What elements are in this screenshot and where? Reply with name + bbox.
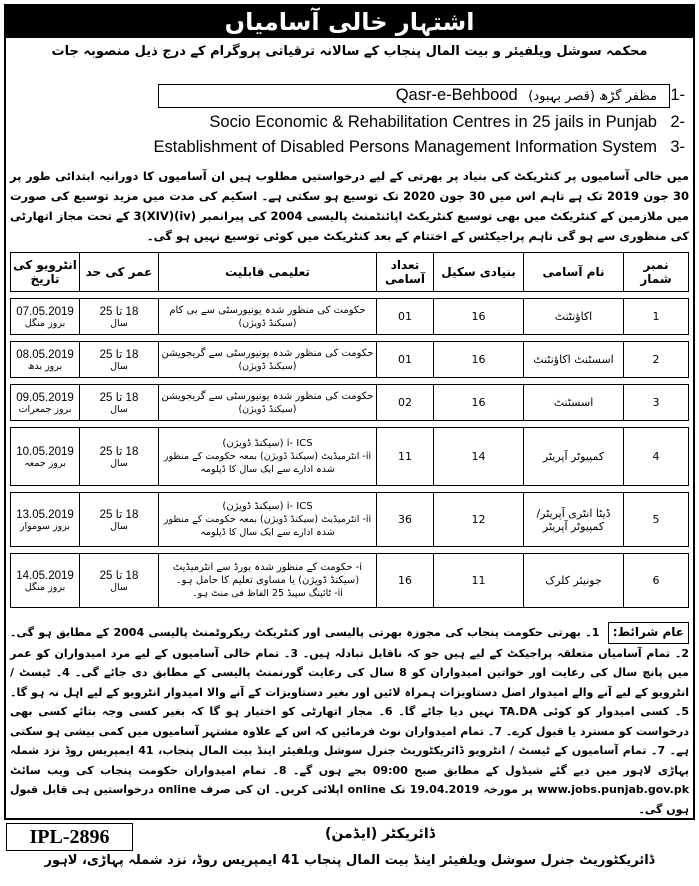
ad-title: اشتہار خالی آسامیاں bbox=[6, 6, 693, 38]
header-scale: بنیادی سکیل bbox=[434, 253, 524, 292]
table-header-row bbox=[11, 253, 689, 292]
post-cell: اسسٹنٹ اکاؤنٹنٹ bbox=[524, 342, 624, 378]
program-2 bbox=[10, 113, 689, 135]
date-cell: 13.05.2019 بروز سوموار bbox=[11, 493, 80, 547]
date-cell: 07.05.2019 بروز منگل bbox=[11, 299, 80, 335]
age-cell: 18 تا 25 سال bbox=[80, 299, 159, 335]
age-cell: 18 تا 25 سال bbox=[80, 554, 159, 608]
serial-cell: 1 bbox=[624, 299, 689, 335]
table-row bbox=[11, 299, 689, 335]
header-count: تعداد آسامی bbox=[377, 253, 434, 292]
program-title: Qasr-e-Behbood bbox=[395, 86, 518, 104]
table-row bbox=[11, 342, 689, 378]
qualification-cell: حکومت کی منظور شدہ یونیورسٹی سے بی کام (سیکنڈ ڈویژن) bbox=[159, 299, 377, 335]
date-cell: 14.05.2019 بروز منگل bbox=[11, 554, 80, 608]
qualification-cell: حکومت کی منظور شدہ یونیورسٹی سے گریجویشن (سیکنڈ ڈویژن) bbox=[159, 342, 377, 378]
ipl-number-box: IPL-2896 bbox=[6, 823, 133, 851]
scale-cell: 14 bbox=[434, 428, 524, 486]
post-cell: ڈیٹا انٹری آپریٹر/کمپیوٹر آپریٹر bbox=[524, 493, 624, 547]
serial-cell: 5 bbox=[624, 493, 689, 547]
header-post: نام آسامی bbox=[524, 253, 624, 292]
count-cell: 01 bbox=[377, 299, 434, 335]
director-title: ڈائریکٹر (ایڈمن) bbox=[325, 826, 435, 842]
conditions-label: عام شرائط: bbox=[608, 622, 689, 644]
date-cell: 08.05.2019 بروز بدھ bbox=[11, 342, 80, 378]
count-cell: 36 bbox=[377, 493, 434, 547]
qualification-cell: i- حکومت کے منظور شدہ بورڈ سے انٹرمیڈیٹ (سیکنڈ ڈویژن) یا مساوی تعلیم کا حامل ہو۔ ii- ٹائپنگ سپیڈ 25 الفاظ فی منٹ ہو۔ bbox=[159, 554, 377, 608]
qualification-cell: i- ICS (سیکنڈ ڈویژن) ii- انٹرمیڈیٹ (سیکنڈ ڈویژن) بمعہ حکومت کے منظور شدہ ادارے سے ایک سال کا ڈپلومہ bbox=[159, 428, 377, 486]
age-cell: 18 تا 25 سال bbox=[80, 428, 159, 486]
program-1 bbox=[10, 86, 689, 108]
header-interview-date: انٹرویو کی تاریخ bbox=[11, 253, 80, 292]
office-address: ڈائریکٹوریٹ جنرل سوشل ویلفیئر اینڈ بیت المال پنجاب 41 ایمپریس روڈ، نزد شملہ پہاڑی، لاہور bbox=[44, 853, 655, 868]
scale-cell: 12 bbox=[434, 493, 524, 547]
age-cell: 18 تا 25 سال bbox=[80, 385, 159, 421]
count-cell: 16 bbox=[377, 554, 434, 608]
count-cell: 01 bbox=[377, 342, 434, 378]
general-conditions bbox=[10, 622, 689, 819]
serial-cell: 4 bbox=[624, 428, 689, 486]
post-cell: اسسٹنٹ bbox=[524, 385, 624, 421]
count-cell: 11 bbox=[377, 428, 434, 486]
table-row bbox=[11, 554, 689, 608]
scale-cell: 16 bbox=[434, 342, 524, 378]
header-serial: نمبر شمار bbox=[624, 253, 689, 292]
qualification-cell: i- ICS (سیکنڈ ڈویژن) ii- انٹرمیڈیٹ (سیکنڈ ڈویژن) بمعہ حکومت کے منظور شدہ ادارے سے ایک سال کا ڈپلومہ bbox=[159, 493, 377, 547]
age-cell: 18 تا 25 سال bbox=[80, 493, 159, 547]
age-cell: 18 تا 25 سال bbox=[80, 342, 159, 378]
program-3 bbox=[10, 138, 689, 160]
program-title: Socio Economic & Rehabilitation Centres in 25 jails in Punjab bbox=[209, 113, 657, 131]
header-age: عمر کی حد bbox=[80, 253, 159, 292]
conditions-text: 1۔ بھرتی حکومت پنجاب کی مجوزہ بھرتی پالیسی اور کنٹریکٹ ریکروٹمنٹ پالیسی 2004 کے مطابق ہو گی۔ 2۔ تمام آسامیاں متعلقہ پراجیکٹ کے لیے ہیں جو کہ ناقابل تبادلہ ہیں۔ 3۔ تمام خالی آسامیوں کے لیے مرد امیدواران کو عمر میں پانچ سال کی رعایت اور خواتین امیدواران کو 8 سال کی رعایت گورنمنٹ پالیسی کے مطابق دی جائے گی۔ 4۔ ٹیسٹ / انٹرویو کے لیے آنے والے امیدوار اصل دستاویزات ہمراہ لائیں اور بغیر دستاویزات کے آنے والا امیدوار انٹرویو کے لیے اہل نہ ہو گا۔ 5۔ کسی امیدوار کو کوئی TA.DA نہیں دیا جائے گا۔ 6۔ مجاز اتھارٹی کو اختیار ہو گا کہ بغیر کسی وجہ بتائے کسی بھی درخواست کو مسترد یا قبول کرے۔ 7۔ تمام امیدواران نوٹ فرمائیں کہ اس کے علاوہ مشتہر آسامیوں میں کمی بیشی ہو سکتی ہے۔ 7۔ تمام آسامیوں کے ٹیسٹ / انٹرویو ڈائریکٹوریٹ جنرل سوشل ویلفیئر اینڈ بیت المال پنجاب، 41 ایمپریس روڈ نزد شملہ پہاڑی لاہور میں دیے گئے شیڈول کے مطابق صبح 09:00 بجے ہوں گے۔ 8۔ تمام امیدواران حکومت پنجاب کی ویب سائٹ www.jobs.punjab.gov.pk پر مورخہ 19.04.2019 تک online اپلائی کریں۔ ان کی صرف online درخواستیں ہی قابل قبول ہوں گی۔ bbox=[10, 626, 690, 816]
serial-cell: 6 bbox=[624, 554, 689, 608]
ad-subtitle: محکمہ سوشل ویلفیئر و بیت المال پنجاب کے سالانہ ترقیاتی پروگرام کے درج ذیل منصوبہ جات bbox=[51, 44, 648, 59]
table-row bbox=[11, 428, 689, 486]
program-urdu-title: (قصر بہبود) مظفر گڑھ bbox=[528, 89, 657, 104]
table-row bbox=[11, 385, 689, 421]
scale-cell: 16 bbox=[434, 385, 524, 421]
table-row bbox=[11, 493, 689, 547]
post-cell: کمپیوٹر آپریٹر bbox=[524, 428, 624, 486]
program-title: Establishment of Disabled Persons Management Information System bbox=[153, 138, 657, 156]
post-cell: جونیئر کلرک bbox=[524, 554, 624, 608]
scale-cell: 16 bbox=[434, 299, 524, 335]
program-number: 3- bbox=[670, 138, 685, 156]
program-number: 2- bbox=[670, 113, 685, 131]
date-cell: 10.05.2019 بروز جمعہ bbox=[11, 428, 80, 486]
header-qualification: تعلیمی قابلیت bbox=[159, 253, 377, 292]
scale-cell: 11 bbox=[434, 554, 524, 608]
count-cell: 02 bbox=[377, 385, 434, 421]
intro-paragraph: میں خالی آسامیوں پر کنٹریکٹ کی بنیاد پر بھرتی کے لیے درخواستیں مطلوب ہیں ان آسامیوں کا دورانیہ ابتدائی طور پر 30 جون 2019 تک ہے تاہم اس میں 30 جون 2020 تک توسیع ہو سکتی ہے۔ اسکیم کی مدت میں مزید توسیع کی صورت میں ملازمین کے کنٹریکٹ میں بھی توسیع کنٹریکٹ اپائنٹمنٹ پالیسی 2004 کی پیرانمبر (iv)(XIV)3 کے تحت مجاز اتھارٹی کی منظوری سے ہو گی تاہم پراجیکٹس کے اختتام کے بعد کنٹریکٹ میں کوئی توسیع نہیں ہو گی۔ bbox=[10, 169, 690, 243]
date-cell: 09.05.2019 بروز جمعرات bbox=[11, 385, 80, 421]
post-cell: اکاؤنٹنٹ bbox=[524, 299, 624, 335]
program-number: 1- bbox=[670, 86, 685, 104]
serial-cell: 2 bbox=[624, 342, 689, 378]
vacancy-table bbox=[10, 252, 689, 608]
qualification-cell: حکومت کی منظور شدہ یونیورسٹی سے گریجویشن (سیکنڈ ڈویژن) bbox=[159, 385, 377, 421]
serial-cell: 3 bbox=[624, 385, 689, 421]
